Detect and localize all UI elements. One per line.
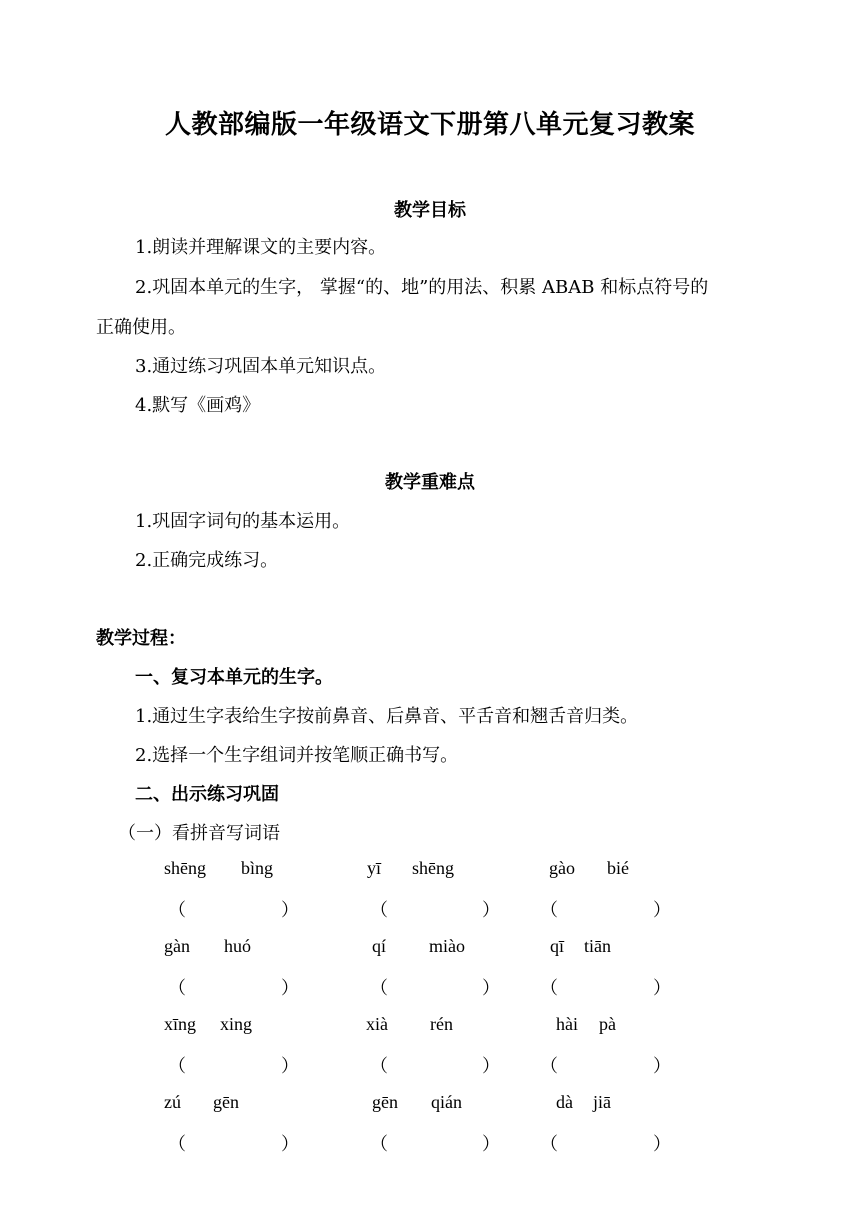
pinyin-syllable: qián — [431, 1092, 462, 1112]
goal-item-3: 3.通过练习巩固本单元知识点。 — [135, 356, 387, 377]
pinyin-syllable: bìng — [241, 858, 274, 878]
process-section-1-item-2: 2.选择一个生字组词并按笔顺正确书写。 — [135, 745, 459, 766]
goal-item-2: 2.巩固本单元的生字， 掌握“的、地”的用法、积累 ABAB 和标点符号的 — [135, 277, 709, 298]
pinyin-row — [0, 936, 860, 966]
answer-paren-open: （ — [168, 1134, 186, 1155]
answer-row — [0, 974, 860, 1004]
pinyin-syllable: xià — [366, 1014, 388, 1034]
answer-paren-open: （ — [168, 1056, 186, 1077]
process-heading: 教学过程： — [96, 628, 186, 649]
pinyin-syllable: gēn — [372, 1092, 398, 1112]
pinyin-syllable: huó — [224, 936, 251, 956]
answer-paren-close: ） — [281, 978, 299, 999]
answer-paren-open: （ — [540, 900, 558, 921]
answer-paren-open: （ — [168, 978, 186, 999]
goal-item-4: 4.默写《画鸡》 — [135, 395, 261, 416]
pinyin-syllable: yī — [367, 858, 382, 878]
pinyin-syllable: hài — [556, 1014, 578, 1034]
answer-paren-open: （ — [370, 978, 388, 999]
answer-paren-open: （ — [540, 978, 558, 999]
pinyin-syllable: shēng — [164, 858, 206, 878]
answer-paren-open: （ — [540, 1134, 558, 1155]
key-points-heading: 教学重难点 — [385, 472, 475, 493]
answer-row — [0, 1052, 860, 1082]
pinyin-syllable: dà — [556, 1092, 573, 1112]
pinyin-syllable: gàn — [164, 936, 190, 956]
document-title: 人教部编版一年级语文下册第八单元复习教案 — [164, 110, 695, 140]
pinyin-syllable: xīng — [164, 1014, 197, 1034]
pinyin-syllable: tiān — [584, 936, 611, 956]
goal-item-2-continued: 正确使用。 — [96, 317, 186, 338]
pinyin-syllable: rén — [430, 1014, 453, 1034]
answer-paren-open: （ — [370, 900, 388, 921]
process-section-1-item-1: 1.通过生字表给生字按前鼻音、后鼻音、平舌音和翘舌音归类。 — [135, 706, 639, 727]
pinyin-syllable: shēng — [412, 858, 454, 878]
answer-row — [0, 1130, 860, 1160]
answer-row — [0, 896, 860, 926]
pinyin-syllable: bié — [607, 858, 629, 878]
pinyin-syllable: gēn — [213, 1092, 239, 1112]
answer-paren-close: ） — [653, 978, 671, 999]
key-point-item-1: 1.巩固字词句的基本运用。 — [135, 511, 351, 532]
answer-paren-close: ） — [653, 1056, 671, 1077]
answer-paren-close: ） — [482, 978, 500, 999]
answer-paren-close: ） — [653, 900, 671, 921]
answer-paren-close: ） — [653, 1134, 671, 1155]
pinyin-syllable: zú — [164, 1092, 181, 1112]
answer-paren-open: （ — [540, 1056, 558, 1077]
pinyin-syllable: pà — [599, 1014, 616, 1034]
answer-paren-close: ） — [482, 1056, 500, 1077]
answer-paren-open: （ — [168, 900, 186, 921]
answer-paren-open: （ — [370, 1134, 388, 1155]
answer-paren-close: ） — [281, 1056, 299, 1077]
pinyin-syllable: miào — [429, 936, 465, 956]
answer-paren-close: ） — [281, 900, 299, 921]
goals-heading: 教学目标 — [394, 200, 466, 221]
pinyin-syllable: gào — [549, 858, 575, 878]
key-point-item-2: 2.正确完成练习。 — [135, 550, 279, 571]
process-section-2: 二、出示练习巩固 — [135, 784, 279, 805]
pinyin-syllable: jiā — [593, 1092, 611, 1112]
pinyin-row — [0, 858, 860, 888]
answer-paren-open: （ — [370, 1056, 388, 1077]
process-subsection-1: （一）看拼音写词语 — [118, 823, 280, 844]
pinyin-row — [0, 1092, 860, 1122]
answer-paren-close: ） — [281, 1134, 299, 1155]
pinyin-row — [0, 1014, 860, 1044]
pinyin-syllable: qí — [372, 936, 387, 956]
answer-paren-close: ） — [482, 1134, 500, 1155]
process-section-1: 一、复习本单元的生字。 — [135, 667, 333, 688]
goal-item-1: 1.朗读并理解课文的主要内容。 — [135, 237, 387, 258]
pinyin-syllable: xing — [220, 1014, 253, 1034]
pinyin-syllable: qī — [550, 936, 565, 956]
answer-paren-close: ） — [482, 900, 500, 921]
